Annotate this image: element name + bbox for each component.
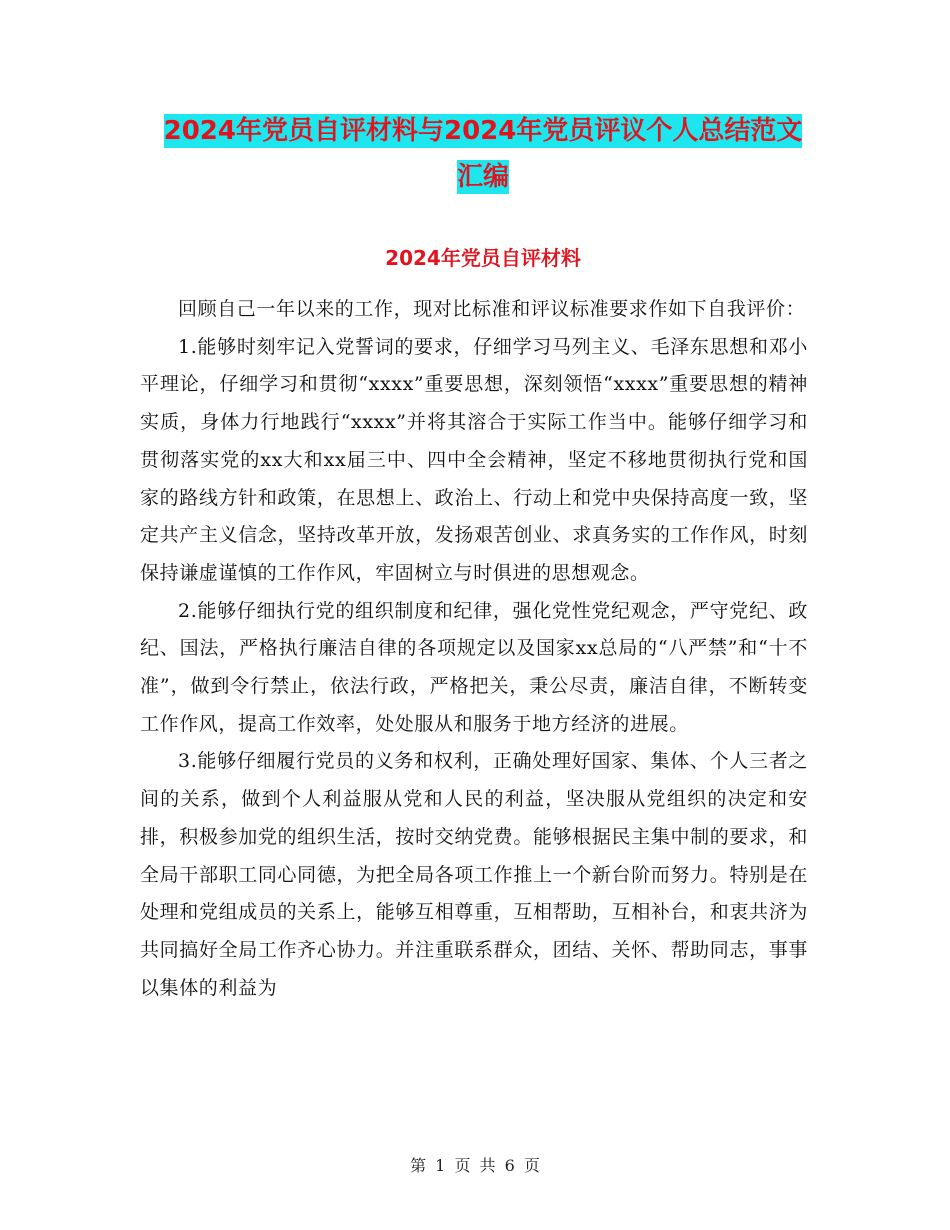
paragraph-intro: 回顾自己一年以来的工作，现对比标准和评议标准要求作如下自我评价： bbox=[178, 298, 806, 320]
document-title bbox=[140, 108, 826, 200]
section-title: 2024年党员自评材料 bbox=[385, 246, 581, 270]
paragraph-3: 3.能够仔细履行党员的义务和权利，正确处理好国家、集体、个人三者之间的关系，做到个人利益服从党和人民的利益，坚决服从党组织的决定和安排，积极参加党的组织生活，按时交纳党费。能够根据民主集中制的要求，和全局干部职工同心同德，为把全局各项工作推上一个新台阶而努力。特别是在处理和党组成员的关系上，能够互相尊重，互相帮助，互相补台，和衷共济为共同搞好全局工作齐心协力。并注重联系群众，团结、关怀、帮助同志，事事以集体的利益为 bbox=[140, 750, 808, 999]
document-title-line-1: 2024年党员自评材料与2024年党员评议个人总结范文 bbox=[163, 116, 803, 146]
page-footer: 第 1 页 共 6 页 bbox=[410, 1156, 540, 1175]
document-title-line-2: 汇编 bbox=[456, 162, 509, 192]
paragraph-1: 1.能够时刻牢记入党誓词的要求，仔细学习马列主义、毛泽东思想和邓小平理论，仔细学习和贯彻“xxxx”重要思想，深刻领悟“xxxx”重要思想的精神实质，身体力行地践行“xxxx”并将其溶合于实际工作当中。能够仔细学习和贯彻落实党的xx大和xx届三中、四中全会精神，坚定不移地贯彻执行党和国家的路线方针和政策，在思想上、政治上、行动上和党中央保持高度一致，坚定共产主义信念，坚持改革开放，发扬艰苦创业、求真务实的工作作风，时刻保持谦虚谨慎的工作作风，牢固树立与时俱进的思想观念。 bbox=[140, 335, 808, 584]
paragraph-2: 2.能够仔细执行党的组织制度和纪律，强化党性党纪观念，严守党纪、政纪、国法，严格执行廉洁自律的各项规定以及国家xx总局的“八严禁”和“十不准”，做到令行禁止，依法行政，严格把关，秉公尽责，廉洁自律，不断转变工作作风，提高工作效率，处处服从和服务于地方经济的进展。 bbox=[140, 599, 808, 735]
document-body bbox=[140, 291, 808, 1007]
